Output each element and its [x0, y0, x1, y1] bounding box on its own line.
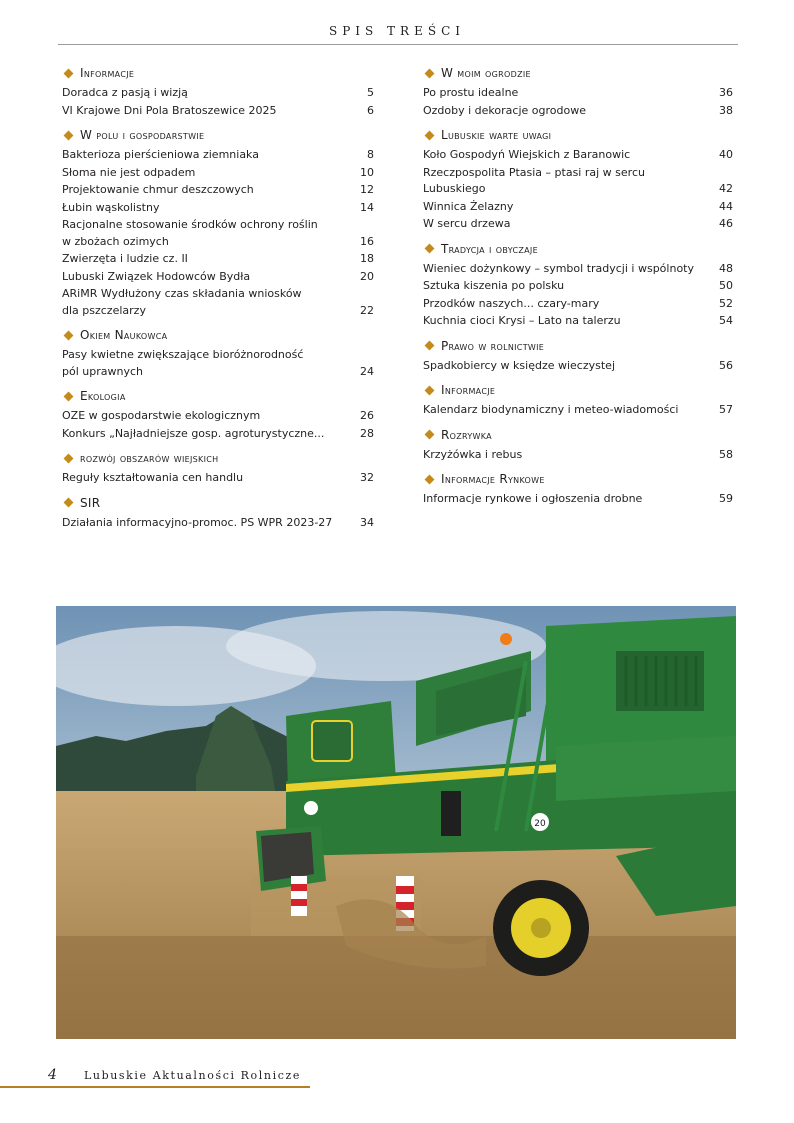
toc-section: [62, 449, 374, 487]
header-rule: [58, 44, 738, 45]
toc-entry-page: 56: [719, 358, 733, 372]
toc-entry-page: 38: [719, 103, 733, 117]
toc-entry-title: Rzeczpospolita Ptasia – ptasi raj w sercu Lubuskiego: [423, 165, 645, 195]
toc-entry-page: 20: [360, 269, 374, 283]
toc-entry-title: Winnica Żelazny: [423, 199, 514, 213]
section-title-text: W polu i gospodarstwie: [80, 128, 205, 142]
section-title-text: W moim ogrodzie: [441, 66, 531, 80]
footer-rule: [0, 1086, 310, 1088]
toc-section: [423, 337, 733, 375]
footer-page-number: 4: [48, 1067, 57, 1083]
toc-entry-title: Informacje rynkowe i ogłoszenia drobne: [423, 492, 643, 505]
toc-entry[interactable]: [62, 251, 374, 268]
toc-section: [62, 494, 374, 532]
toc-entry[interactable]: [62, 85, 374, 102]
toc-entry[interactable]: [62, 470, 374, 487]
toc-section: [423, 240, 733, 330]
toc-entry[interactable]: [423, 491, 733, 508]
section-title: [423, 126, 733, 144]
toc-entry-page: 36: [719, 86, 733, 99]
toc-entry-title: Kalendarz biodynamiczny i meteo-wiadomości: [423, 403, 679, 416]
combine-harvester-photo: [56, 606, 736, 1039]
toc-entry[interactable]: [62, 182, 374, 199]
footer-publication-title: Lubuskie Aktualności Rolnicze: [84, 1069, 301, 1082]
toc-entry-title: Koło Gospodyń Wiejskich z Baranowic: [423, 148, 631, 161]
toc-entry-title: Po prostu idealne: [423, 86, 519, 99]
toc-section: [423, 64, 733, 119]
toc-entry-page: 16: [360, 234, 374, 248]
section-title-text: Prawo w rolnictwie: [441, 338, 545, 353]
toc-entry[interactable]: [423, 296, 733, 313]
toc-entry-page: 54: [719, 314, 733, 327]
toc-entry-page: 52: [719, 296, 733, 310]
toc-entry[interactable]: [423, 85, 733, 102]
toc-entry[interactable]: [62, 269, 374, 286]
toc-entry-title: Racjonalne stosowanie środków ochrony roślin w zbożach ozimych: [62, 218, 318, 248]
diamond-bullet-icon: [425, 474, 435, 484]
toc-entry[interactable]: [423, 313, 733, 330]
toc-entry-page: 26: [360, 409, 374, 422]
toc-entry[interactable]: [62, 515, 374, 532]
section-title: [62, 449, 374, 467]
section-title: [423, 426, 733, 444]
toc-entry[interactable]: [62, 200, 374, 217]
toc-entry[interactable]: [423, 147, 733, 164]
toc-entry[interactable]: [423, 261, 733, 278]
section-title-text: Informacje: [441, 383, 496, 397]
machine-number-label: 20: [534, 819, 546, 829]
diamond-bullet-icon: [64, 391, 74, 401]
toc-section: [62, 387, 374, 442]
section-title: [62, 387, 374, 405]
toc-right-column: [423, 64, 733, 515]
toc-entry-title: Słoma nie jest odpadem: [62, 165, 196, 179]
toc-entry-page: 46: [719, 217, 733, 230]
toc-entry[interactable]: [423, 216, 733, 233]
toc-entry-title: Krzyżówka i rebus: [423, 447, 523, 461]
section-title-text: SIR: [80, 495, 101, 510]
diamond-bullet-icon: [425, 130, 435, 140]
section-title-text: Okiem Naukowca: [80, 328, 168, 342]
toc-entry-title: Ozdoby i dekoracje ogrodowe: [423, 103, 586, 117]
toc-entry-page: 50: [719, 279, 733, 292]
section-title: [423, 240, 733, 258]
section-title: [423, 381, 733, 399]
section-title: [62, 494, 374, 512]
section-title: [423, 64, 733, 82]
diamond-bullet-icon: [64, 68, 74, 78]
diamond-bullet-icon: [64, 453, 74, 463]
toc-entry-title: Zwierzęta i ludzie cz. II: [62, 252, 188, 265]
toc-entry[interactable]: [62, 347, 374, 380]
toc-entry[interactable]: [423, 358, 733, 375]
toc-entry-title: Łubin wąskolistny: [62, 200, 160, 214]
toc-entry-page: 48: [719, 261, 733, 275]
toc-entry[interactable]: [423, 165, 733, 198]
toc-entry[interactable]: [62, 408, 374, 425]
toc-entry-page: 18: [360, 252, 374, 265]
section-title-text: Lubuskie warte uwagi: [441, 128, 552, 142]
toc-entry-page: 6: [367, 103, 374, 117]
toc-entry-page: 14: [360, 200, 374, 214]
toc-entry-title: Pasy kwietne zwiększające bioróżnorodność pól uprawnych: [62, 348, 304, 378]
toc-entry-title: Reguły kształtowania cen handlu: [62, 471, 244, 484]
toc-entry-page: 44: [719, 199, 733, 213]
section-title-text: Rozrywka: [441, 427, 492, 442]
toc-section: [423, 126, 733, 233]
section-title: [423, 337, 733, 355]
toc-entry-title: VI Krajowe Dni Pola Bratoszewice 2025: [62, 103, 277, 117]
toc-section: [62, 64, 374, 119]
toc-section: [62, 326, 374, 380]
section-title-text: Tradycja i obyczaje: [441, 241, 538, 256]
toc-left-column: [62, 64, 374, 538]
diamond-bullet-icon: [425, 341, 435, 351]
toc-entry-page: 58: [719, 447, 733, 461]
toc-entry[interactable]: [62, 426, 374, 443]
toc-section: [423, 426, 733, 464]
section-title-text: Informacje Rynkowe: [441, 472, 545, 486]
diamond-bullet-icon: [425, 244, 435, 254]
toc-entry-page: 10: [360, 165, 374, 179]
toc-entry-title: W sercu drzewa: [423, 217, 511, 230]
toc-entry[interactable]: [423, 402, 733, 419]
toc-entry-title: Projektowanie chmur deszczowych: [62, 183, 254, 196]
toc-entry-page: 22: [360, 303, 374, 317]
toc-entry-page: 8: [367, 148, 374, 161]
toc-entry-page: 32: [360, 471, 374, 484]
toc-entry-title: Wieniec dożynkowy – symbol tradycji i wspólnoty: [423, 261, 694, 275]
toc-entry-title: Sztuka kiszenia po polsku: [423, 279, 565, 292]
toc-entry-title: Bakterioza pierścieniowa ziemniaka: [62, 148, 259, 161]
section-title: [423, 470, 733, 488]
toc-entry-page: 34: [360, 515, 374, 529]
toc-entry-title: Konkurs „Najładniejsze gosp. agroturystyczne...: [62, 426, 325, 440]
toc-entry[interactable]: [62, 286, 374, 319]
toc-entry-title: Przodków naszych... czary-mary: [423, 296, 600, 310]
toc-entry-page: 42: [719, 182, 733, 195]
diamond-bullet-icon: [425, 68, 435, 78]
toc-entry[interactable]: [423, 103, 733, 120]
toc-entry-title: Spadkobiercy w księdze wieczystej: [423, 358, 615, 372]
toc-entry-page: 12: [360, 183, 374, 196]
diamond-bullet-icon: [64, 498, 74, 508]
toc-entry[interactable]: [423, 199, 733, 216]
diamond-bullet-icon: [64, 330, 74, 340]
diamond-bullet-icon: [425, 385, 435, 395]
section-title: [62, 326, 374, 344]
toc-entry-page: 24: [360, 364, 374, 378]
diamond-bullet-icon: [64, 130, 74, 140]
toc-entry-title: Lubuski Związek Hodowców Bydła: [62, 269, 251, 283]
toc-entry-page: 59: [719, 492, 733, 505]
page-header-title: SPIS TREŚCI: [328, 24, 465, 38]
toc-entry[interactable]: [62, 165, 374, 182]
toc-section: [423, 470, 733, 508]
section-title-text: rozwój obszarów wiejskich: [80, 451, 219, 465]
section-title: [62, 126, 374, 144]
toc-entry-title: ARiMR Wydłużony czas składania wniosków dla pszczelarzy: [62, 287, 302, 317]
diamond-bullet-icon: [425, 430, 435, 440]
toc-entry-title: Doradca z pasją i wizją: [62, 86, 188, 99]
toc-entry[interactable]: [423, 278, 733, 295]
toc-entry-title: Kuchnia cioci Krysi – Lato na talerzu: [423, 314, 621, 327]
section-title: [62, 64, 374, 82]
toc-entry-title: OZE w gospodarstwie ekologicznym: [62, 409, 261, 422]
toc-section: [62, 126, 374, 319]
toc-entry-page: 40: [719, 148, 733, 161]
toc-entry[interactable]: [62, 147, 374, 164]
toc-entry-title: Działania informacyjno-promoc. PS WPR 2023-27: [62, 515, 333, 529]
toc-entry-page: 57: [719, 403, 733, 416]
section-title-text: Informacje: [80, 66, 135, 80]
toc-entry[interactable]: [62, 217, 374, 250]
toc-entry[interactable]: [423, 447, 733, 464]
section-title-text: Ekologia: [80, 389, 126, 403]
toc-entry-page: 5: [367, 86, 374, 99]
toc-entry-page: 28: [360, 426, 374, 440]
toc-section: [423, 381, 733, 419]
toc-entry[interactable]: [62, 103, 374, 120]
